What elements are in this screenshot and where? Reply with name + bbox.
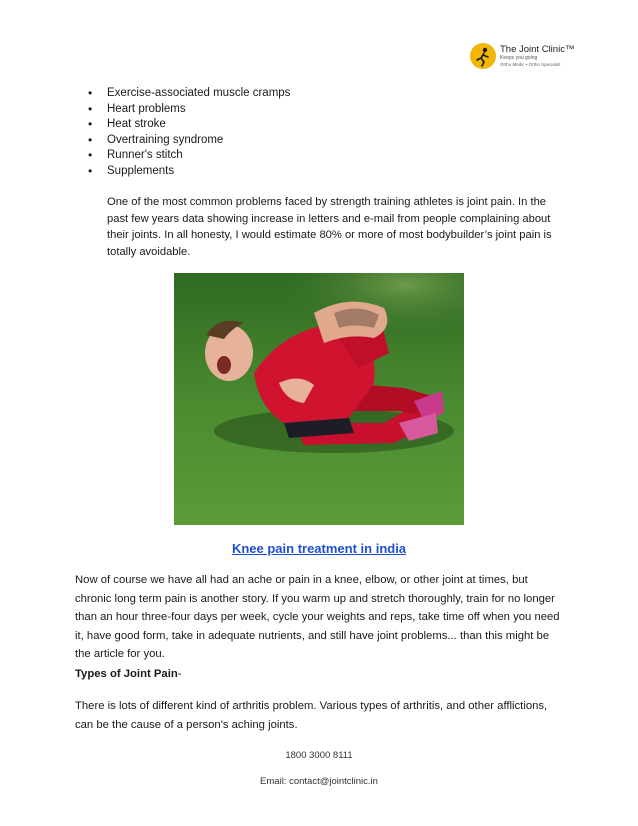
logo-subline: Ortho Medic • Ortho Specialist [500, 62, 561, 67]
footer-phone: 1800 3000 8111 [285, 750, 353, 761]
body-paragraph: Now of course we have all had an ache or pain in a knee, elbow, or other joint at times, but chronic long term pain is another story. If you warm up and stretch thoroughly, train for no longer than an hour three-four days per week, cycle your weights and reps, take time off when you need it, have good form, take in adequate nutrients, and still have joint problems... than this might be the article for you. [75, 574, 560, 661]
list-item: • Heat stroke [88, 117, 290, 133]
list-item: • Heart problems [88, 102, 290, 118]
list-item: • Runner's stitch [88, 148, 290, 164]
list-item: • Overtraining syndrome [88, 133, 290, 149]
types-paragraph: There is lots of different kind of arthritis problem. Various types of arthritis, and other afflictions, can be the cause of a person's aching joints. [75, 700, 548, 731]
types-of-joint-pain-heading [75, 668, 182, 680]
subheading-dash: - [177, 668, 182, 680]
clinic-logo [470, 40, 630, 72]
injured-athlete-photo [174, 273, 464, 525]
logo-name: The Joint Clinic™ [500, 43, 575, 55]
footer-email: Email: contact@jointclinic.in [260, 776, 378, 787]
list-item: • Exercise-associated muscle cramps [88, 86, 290, 102]
list-item: • Supplements [88, 164, 290, 180]
logo-tagline: Keeps you going [500, 55, 538, 61]
bullet-list [88, 86, 290, 180]
intro-paragraph: One of the most common problems faced by strength training athletes is joint pain. In the past few years data showing increase in letters and e-mail from people complaining about their joints. In all honesty, I would estimate 80% or more of most bodybuilder’s joint pain is totally avoidable. [107, 196, 552, 258]
subheading-text: Types of Joint Pain [75, 668, 178, 680]
knee-pain-treatment-link[interactable]: Knee pain treatment in india [231, 541, 407, 556]
runner-logo-icon [470, 43, 496, 69]
